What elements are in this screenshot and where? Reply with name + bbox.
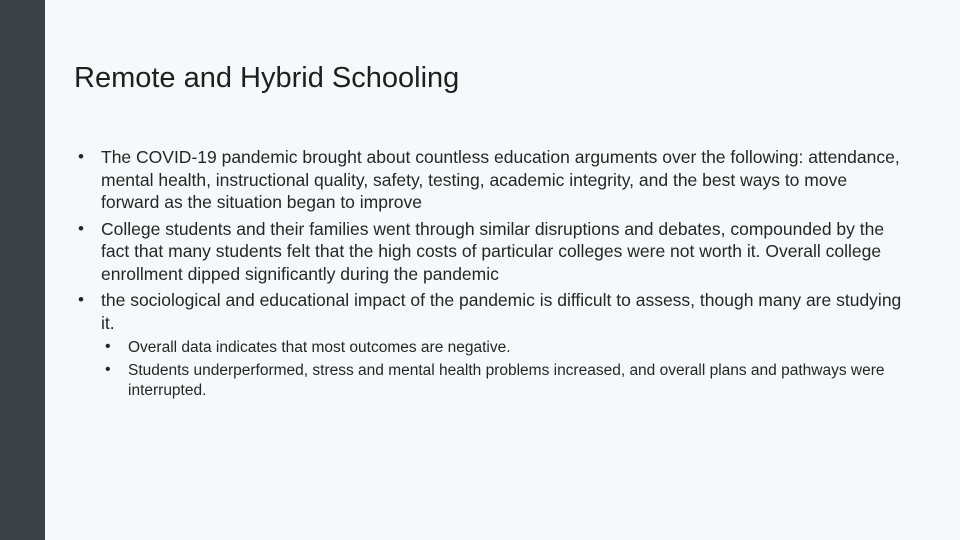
slide-content <box>74 146 904 405</box>
bullet-icon: • <box>78 218 84 238</box>
sub-bullet-item <box>101 338 904 358</box>
sub-bullet-text: Overall data indicates that most outcomes are negative. <box>128 339 511 356</box>
bullet-text: The COVID-19 pandemic brought about countless education arguments over the following: attendance, mental health, instructional quality, safety, testing, academic integrity, and the best ways to move forward as the situation began to improve <box>101 147 900 212</box>
bullet-text: College students and their families went through similar disruptions and debates, compounded by the fact that many students felt that the high costs of particular colleges were not worth it. Overall college enrollment dipped significantly during the pandemic <box>101 218 885 284</box>
bullet-item <box>74 289 904 401</box>
bullet-item <box>74 218 904 286</box>
bullet-icon: • <box>78 147 84 166</box>
left-accent-bar <box>0 0 45 540</box>
bullet-text: the sociological and educational impact of the pandemic is difficult to assess, though many are studying it. <box>101 290 902 333</box>
sub-bullet-icon: • <box>105 338 111 355</box>
bullet-item <box>74 146 904 214</box>
sub-bullet-item <box>101 361 904 401</box>
sub-bullet-list <box>101 338 904 401</box>
bullet-list <box>74 146 904 401</box>
sub-bullet-text: Students underperformed, stress and mental health problems increased, and overall plans and pathways were interrupted. <box>128 362 885 399</box>
bullet-icon: • <box>78 290 84 309</box>
sub-bullet-icon: • <box>105 361 111 378</box>
slide-title: Remote and Hybrid Schooling <box>74 62 460 94</box>
